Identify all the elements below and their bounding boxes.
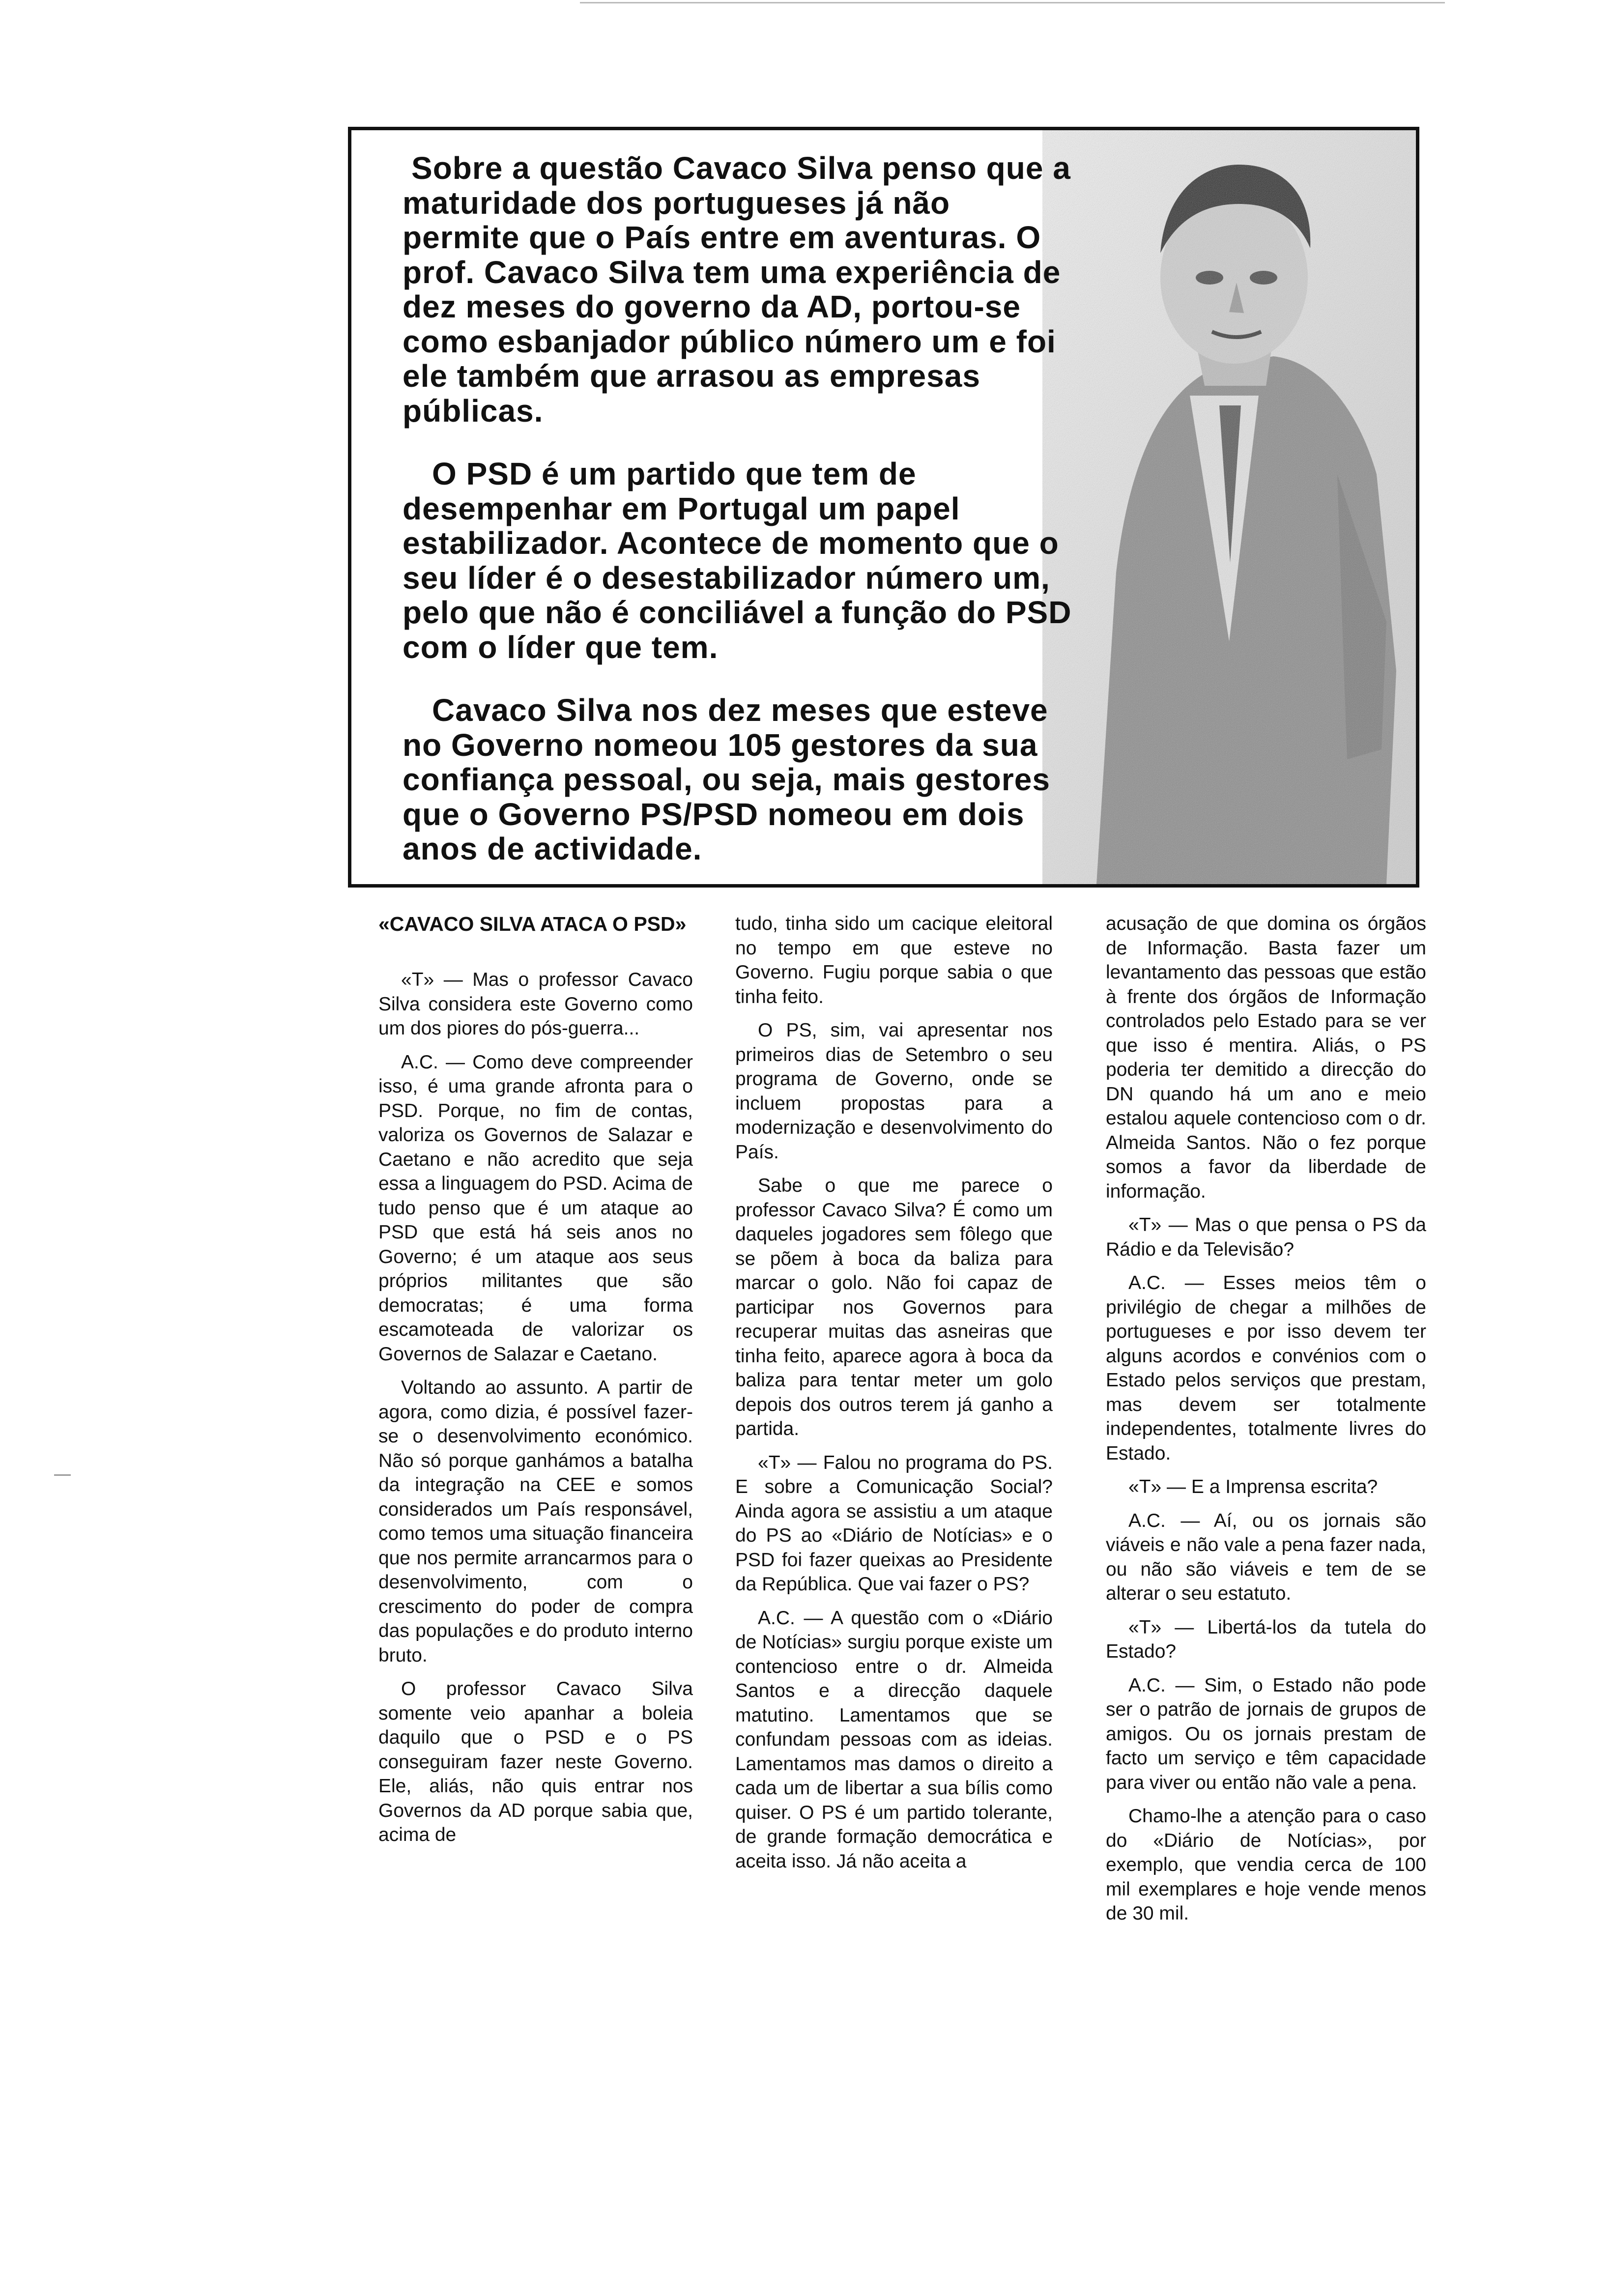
article-column-3 (1106, 912, 1426, 1935)
paragraph: acusação de que domina os órgãos de Informação. Basta fazer um levantamento das pessoas que estão à frente dos órgãos de Informação controlados pelo Estado para se ver que isso é mentira. Aliás, o PS poderia ter demitido a direcção do DN quando há um ano e meio estalou aquele contencioso com o dr. Almeida Santos. Não o fez porque somos a favor da liberdade de informação. (1106, 913, 1426, 1202)
paragraph: «T» — Libertá-los da tutela do Estado? (1106, 1616, 1426, 1662)
paragraph: O PS, sim, vai apresentar nos primeiros dias de Setembro o seu programa de Governo, onde se incluem propostas para a modernização e desenvolvimento do País. (735, 1020, 1053, 1163)
paragraph: «T» — Mas o professor Cavaco Silva considera este Governo como um dos piores do pós-guerra... (378, 969, 693, 1039)
paragraph: Sabe o que me parece o professor Cavaco Silva? É como um daqueles jogadores sem fôlego que se põem à boca da baliza para marcar o golo. Não foi capaz de participar nos Governos para recuperar muitas das asneiras que tinha feito, aparece agora à boca da baliza para tentar meter um golo depois dos outros terem já ganho a partida. (735, 1175, 1053, 1439)
paragraph: «T» — Falou no programa do PS. E sobre a Comunicação Social? Ainda agora se assistiu a um ataque do PS ao «Diário de Notícias» e o PSD foi fazer queixas ao Presidente da República. Que vai fazer o PS? (735, 1452, 1053, 1595)
paragraph: A.C. — Sim, o Estado não pode ser o patrão de jornais de grupos de amigos. Ou os jornais prestam de facto um serviço e têm capacidade para viver ou então não vale a pena. (1106, 1674, 1426, 1793)
scan-top-rule (580, 2, 1445, 3)
paragraph: A.C. — Aí, ou os jornais são viáveis e não vale a pena fazer nada, ou não são viáveis e tem de se alterar o seu estatuto. (1106, 1510, 1426, 1604)
quote-paragraph-3: Cavaco Silva nos dez meses que esteve no Governo nomeou 105 gestores da sua confiança pessoal, ou seja, mais gestores que o Governo PS/PSD nomeou em dois anos de actividade. (403, 692, 1050, 866)
paragraph: O professor Cavaco Silva somente veio apanhar a boleia daquilo que o PSD e o PS conseguiram fazer neste Governo. Ele, aliás, não quis entrar nos Governos da AD porque sabia que, acima de (378, 1678, 693, 1845)
quote-paragraph-1: Sobre a questão Cavaco Silva penso que a maturidade dos portugueses já não permite que o País entre em aventuras. O prof. Cavaco Silva tem uma experiência de dez meses do governo da AD, portou-se como esbanjador público número um e foi ele também que arrasou as empresas públicas. (403, 150, 1071, 429)
quote-paragraph-2: O PSD é um partido que tem de desempenhar em Portugal um papel estabilizador. Acontece de momento que o seu líder é o desestabilizador número um, pelo que não é conciliável a função do PSD com o líder que tem. (403, 456, 1072, 665)
portrait-photo (1042, 130, 1416, 884)
quote-text (403, 151, 1076, 888)
paragraph: «T» — Mas o que pensa o PS da Rádio e da Televisão? (1106, 1214, 1426, 1260)
paragraph: Voltando ao assunto. A partir de agora, como dizia, é possível fazer-se o desenvolvimento económico. Não só porque ganhámos a batalha da integração na CEE e somos considerados um País responsável, como temos uma situação financeira que nos permite arrancarmos para o desenvolvimento, com o crescimento do poder de compra das populações e do produto interno bruto. (378, 1377, 693, 1666)
paragraph: «T» — E a Imprensa escrita? (1128, 1476, 1378, 1497)
quote-box (348, 127, 1419, 888)
paragraph: tudo, tinha sido um cacique eleitoral no tempo em que esteve no Governo. Fugiu porque sabia o que tinha feito. (735, 913, 1053, 1007)
paragraph: A.C. — Esses meios têm o privilégio de chegar a milhões de portugueses e por isso devem ter alguns acordos e convénios com o Estado pelos serviços que prestam, mas devem ser totalmente independentes, totalmente livres do Estado. (1106, 1272, 1426, 1464)
paragraph: Chamo-lhe a atenção para o caso do «Diário de Notícias», por exemplo, que vendia cerca de 100 mil exemplares e hoje vende menos de 30 mil. (1106, 1806, 1426, 1924)
paragraph: A.C. — Como deve compreender isso, é uma grande afronta para o PSD. Porque, no fim de contas, valoriza os Governos de Salazar e Caetano e não acredito que seja essa a linguagem do PSD. Acima de tudo penso que é um ataque ao PSD que está há seis anos no Governo; é um ataque aos seus próprios militantes que são democratas; é uma forma escamoteada de valorizar os Governos de Salazar e Caetano. (378, 1051, 693, 1365)
article-column-2 (735, 912, 1053, 1883)
article-column-1 (378, 912, 693, 1857)
scan-margin-mark (54, 1474, 71, 1476)
article-heading: «CAVACO SILVA ATACA O PSD» (378, 913, 687, 935)
paragraph: A.C. — A questão com o «Diário de Notícias» surgiu porque existe um contencioso entre o dr. Almeida Santos e a direcção daquele matutino. Lamentamos que se confundam pessoas com as ideias. Lamentamos mas damos o direito a cada um de libertar a sua bílis como quiser. O PS é um partido tolerante, de grande formação democrática e aceita isso. Já não aceita a (735, 1607, 1053, 1872)
